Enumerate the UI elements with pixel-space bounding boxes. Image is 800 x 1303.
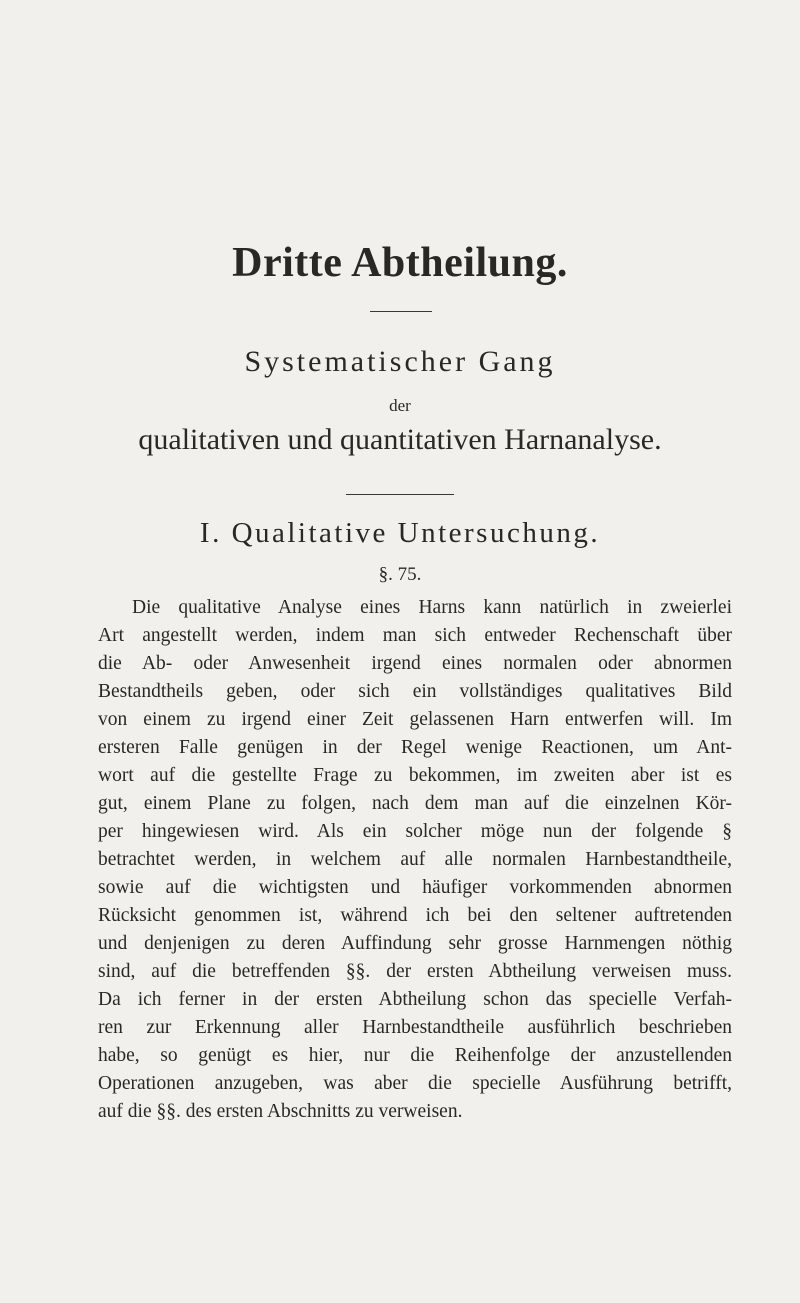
body-line: von einem zu irgend einer Zeit gelassenen Harn entwerfen will. Im [98, 709, 732, 730]
body-line: sind, auf die betreffenden §§. der ersten Abtheilung verweisen muss. [98, 961, 732, 982]
body-line: betrachtet werden, in welchem auf alle normalen Harnbestandtheile, [98, 849, 732, 870]
section-divider [346, 494, 454, 495]
body-line: habe, so genügt es hier, nur die Reihenfolge der anzustellenden [98, 1045, 732, 1066]
body-line: Da ich ferner in der ersten Abtheilung schon das specielle Verfah- [98, 989, 732, 1010]
body-paragraph [98, 594, 732, 1126]
body-line: Bestandtheils geben, oder sich ein vollständiges qualitatives Bild [98, 681, 732, 702]
body-line: per hingewiesen wird. Als ein solcher möge nun der folgende § [98, 821, 732, 842]
body-line: Die qualitative Analyse eines Harns kann natürlich in zweierlei [132, 597, 732, 618]
body-line: auf die §§. des ersten Abschnitts zu verweisen. [98, 1101, 463, 1122]
paragraph-number: §. 75. [378, 564, 422, 585]
part-title: Dritte Abtheilung. [232, 240, 568, 286]
body-line: ersteren Falle genügen in der Regel wenige Reactionen, um Ant- [98, 737, 732, 758]
chapter-subtitle-continued: qualitativen und quantitativen Harnanalyse. [138, 423, 662, 456]
body-line: sowie auf die wichtigsten und häufiger vorkommenden abnormen [98, 877, 732, 898]
body-line: die Ab- oder Anwesenheit irgend eines normalen oder abnormen [98, 653, 732, 674]
body-line: Art angestellt werden, indem man sich entweder Rechenschaft über [98, 625, 732, 646]
title-divider [370, 311, 432, 312]
body-line: gut, einem Plane zu folgen, nach dem man auf die einzelnen Kör- [98, 793, 732, 814]
body-line: wort auf die gestellte Frage zu bekommen, im zweiten aber ist es [98, 765, 732, 786]
body-line: und denjenigen zu deren Auffindung sehr grosse Harnmengen nöthig [98, 933, 732, 954]
subtitle-connector: der [389, 396, 411, 415]
body-line: Operationen anzugeben, was aber die specielle Ausführung betrifft, [98, 1073, 732, 1094]
body-line: Rücksicht genommen ist, während ich bei den seltener auftretenden [98, 905, 732, 926]
chapter-subtitle: Systematischer Gang [244, 345, 556, 378]
section-heading: I. Qualitative Untersuchung. [199, 517, 601, 549]
body-line: ren zur Erkennung aller Harnbestandtheile ausführlich beschrieben [98, 1017, 732, 1038]
